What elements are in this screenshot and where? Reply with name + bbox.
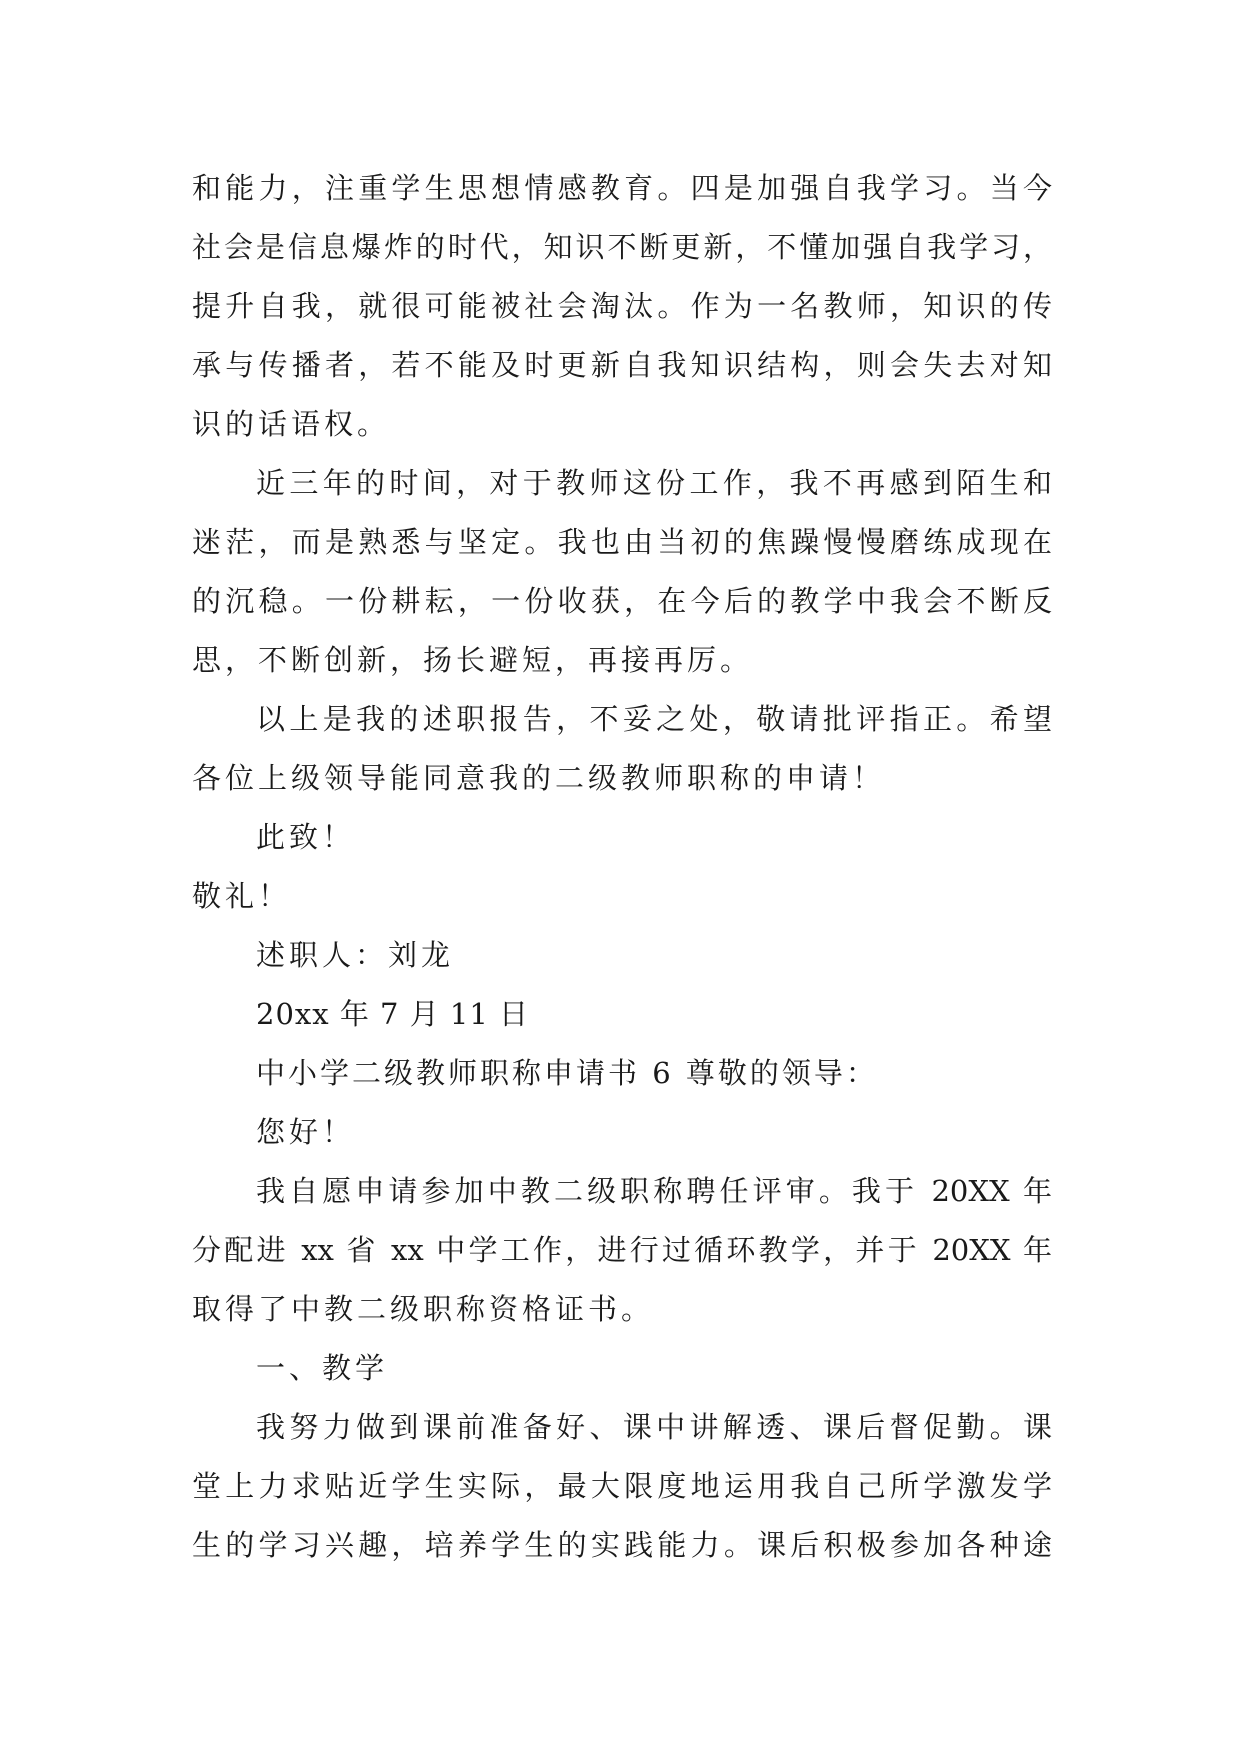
signature-name: 述职人：刘龙	[256, 938, 455, 972]
text-line: 社会是信息爆炸的时代，知识不断更新，不懂加强自我学习，	[192, 230, 1052, 264]
text-line: 提升自我，就很可能被社会淘汰。作为一名教师，知识的传	[192, 289, 1052, 323]
greeting: 您好！	[256, 1115, 356, 1149]
signature-date: 20xx 年 7 月 11 日	[256, 997, 530, 1031]
subheading: 一、教学	[256, 1351, 389, 1385]
text-line: 思，不断创新，扬长避短，再接再厉。	[192, 643, 754, 677]
text-line: 堂上力求贴近学生实际，最大限度地运用我自己所学激发学	[192, 1469, 1052, 1503]
text-line: 分配进 xx 省 xx 中学工作，进行过循环教学，并于 20XX 年	[192, 1233, 1052, 1267]
text-line: 各位上级领导能同意我的二级教师职称的申请！	[192, 761, 886, 795]
closing-regards: 敬礼！	[192, 879, 292, 913]
section-heading: 中小学二级教师职称申请书 6 尊敬的领导：	[256, 1056, 878, 1090]
text-line: 识的话语权。	[192, 407, 391, 441]
paragraph-first-line: 我努力做到课前准备好、课中讲解透、课后督促勤。课	[256, 1410, 1052, 1444]
text-line: 的沉稳。一份耕耘，一份收获，在今后的教学中我会不断反	[192, 584, 1052, 618]
text-line: 和能力，注重学生思想情感教育。四是加强自我学习。当今	[192, 171, 1052, 205]
text-line: 取得了中教二级职称资格证书。	[192, 1292, 655, 1326]
text-line: 承与传播者，若不能及时更新自我知识结构，则会失去对知	[192, 348, 1052, 382]
closing-salutation: 此致！	[256, 820, 356, 854]
paragraph-first-line: 以上是我的述职报告，不妥之处，敬请批评指正。希望	[256, 702, 1052, 736]
paragraph-first-line: 近三年的时间，对于教师这份工作，我不再感到陌生和	[256, 466, 1052, 500]
text-line: 生的学习兴趣，培养学生的实践能力。课后积极参加各种途	[192, 1528, 1052, 1562]
paragraph-first-line: 我自愿申请参加中教二级职称聘任评审。我于 20XX 年	[256, 1174, 1052, 1208]
text-line: 迷茫，而是熟悉与坚定。我也由当初的焦躁慢慢磨练成现在	[192, 525, 1052, 559]
